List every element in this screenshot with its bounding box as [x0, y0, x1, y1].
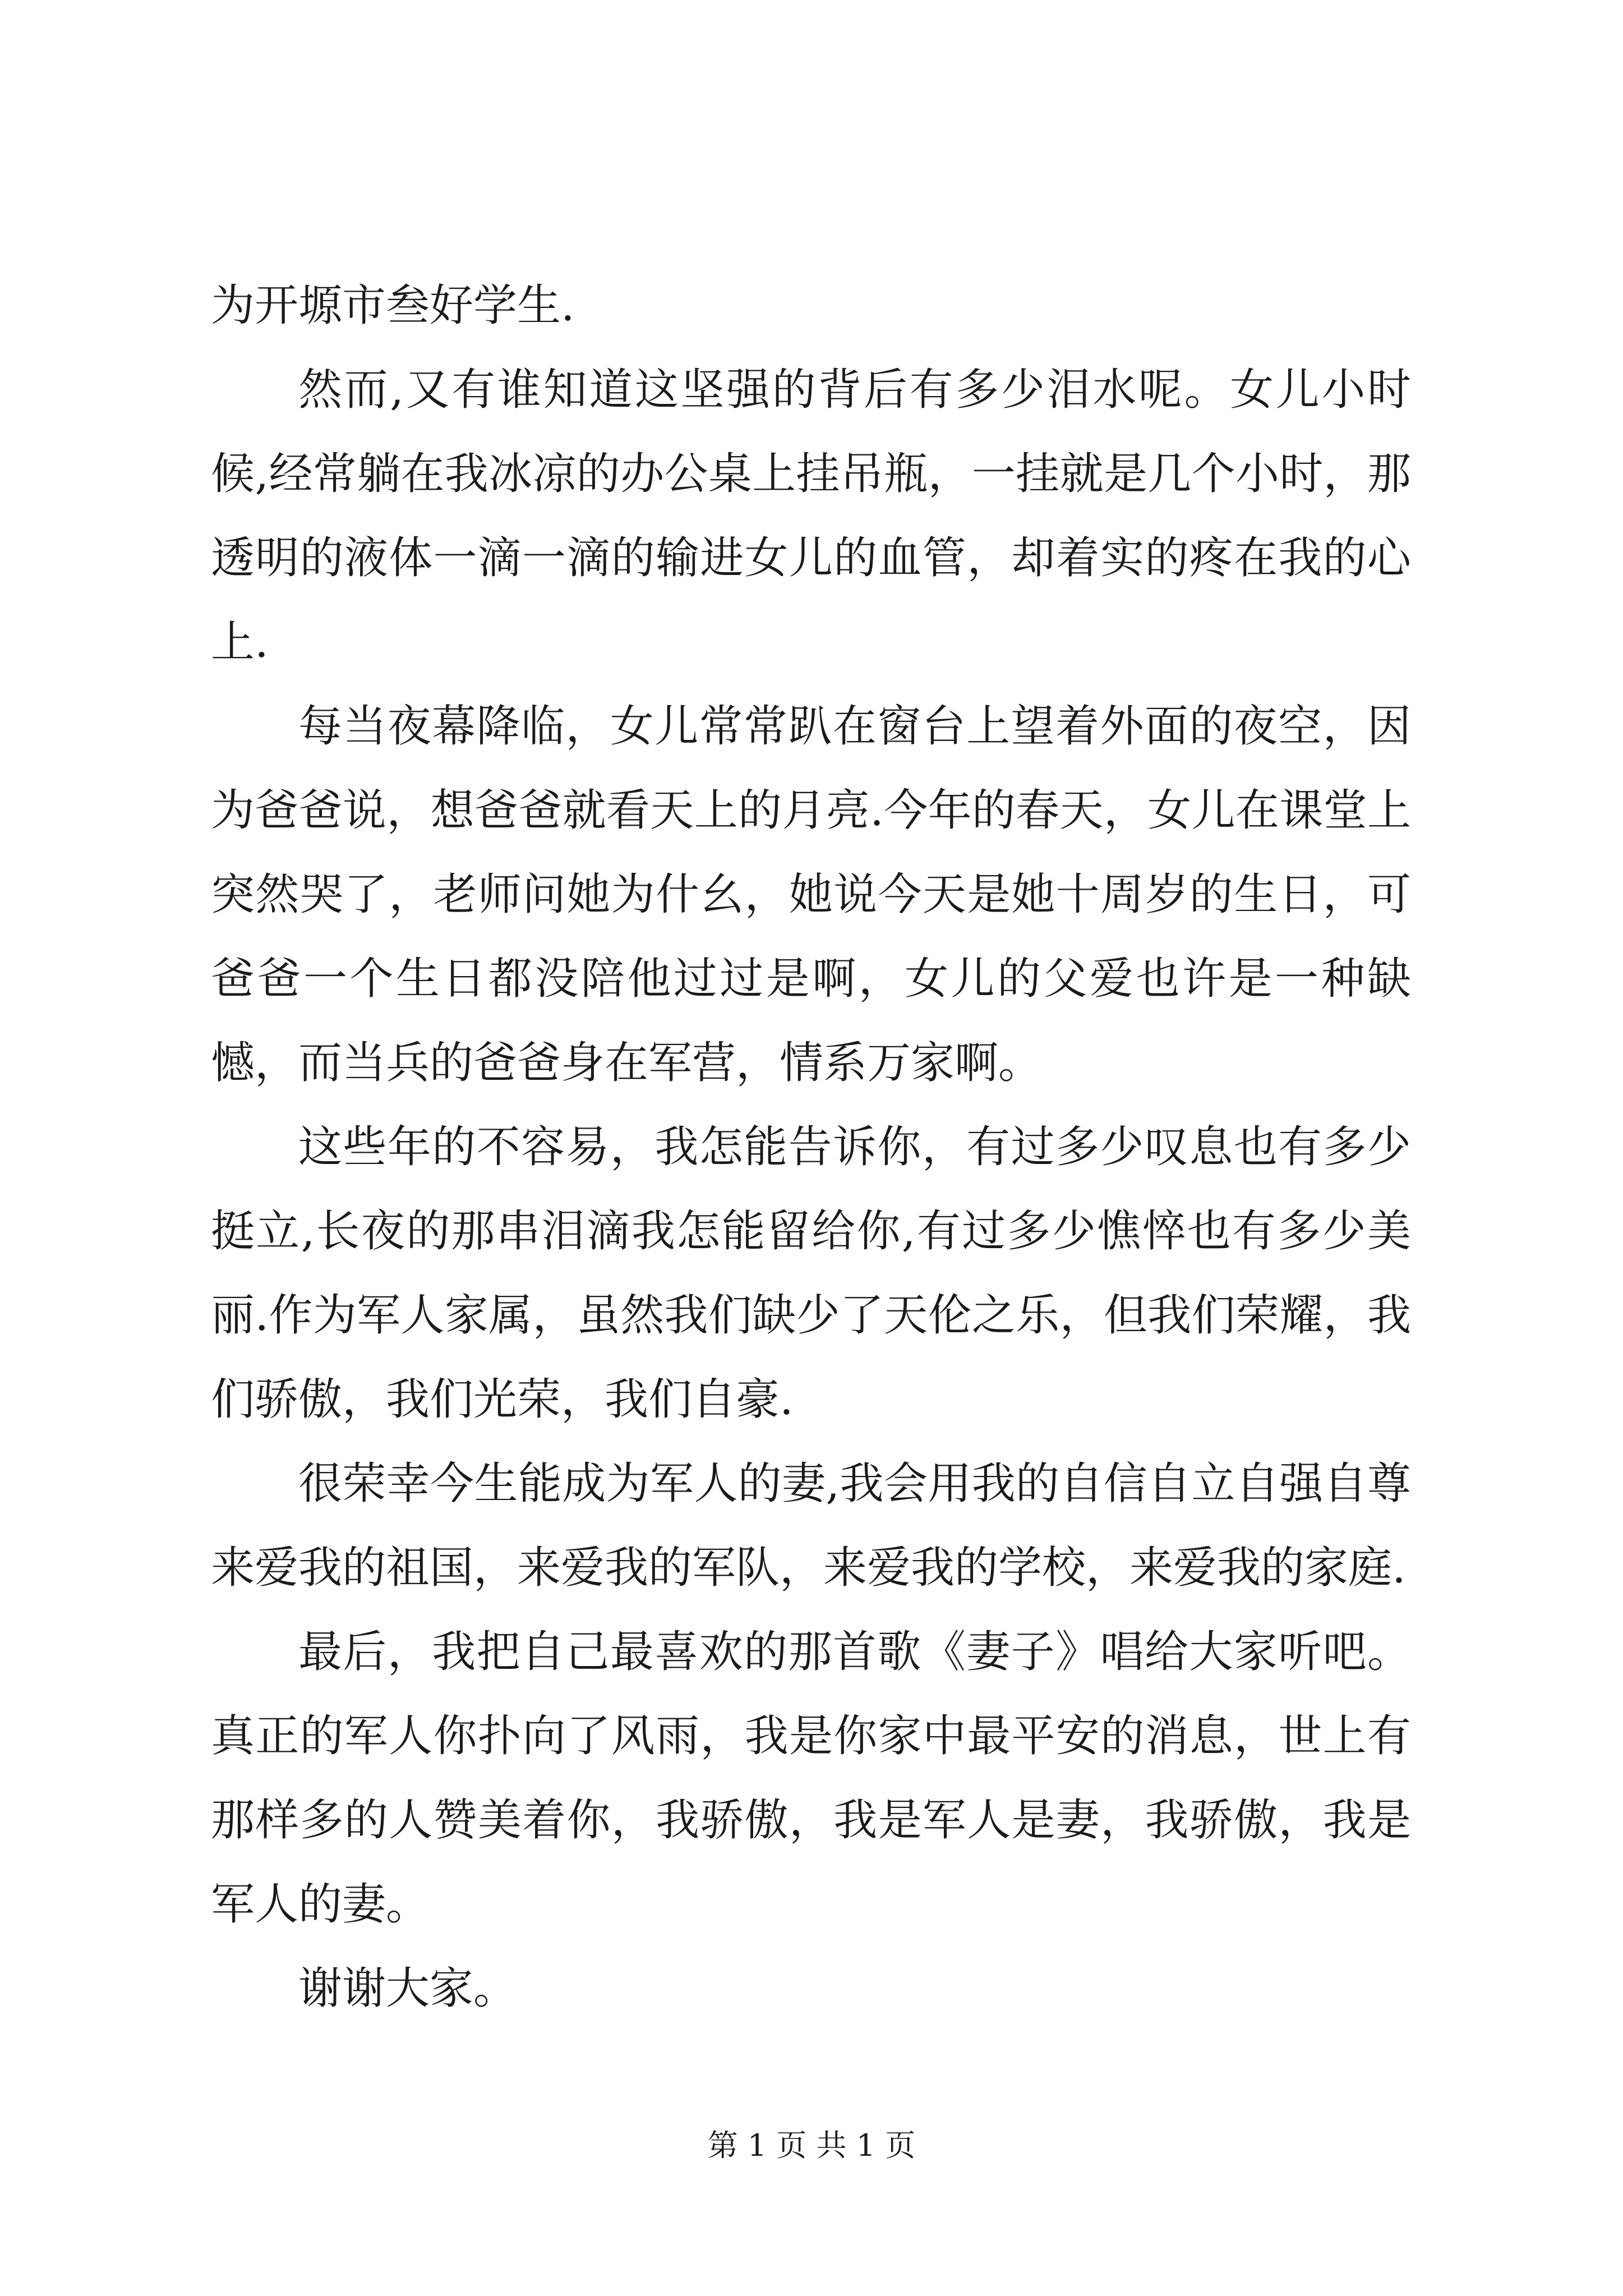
paragraph-continuation: 为开塬市叁好学生.: [211, 280, 575, 331]
paragraph: 每当夜幕降临，女儿常常趴在窗台上望着外面的夜空，因为爸爸说，想爸爸就看天上的月亮.今年的春天，女儿在课堂上突然哭了，老师问她为什幺，她说今天是她十周岁的生日，可爸爸一个生日都没陪他过过是啊，女儿的父爱也许是一种缺憾，而当兵的爸爸身在军营，情系万家啊。: [211, 701, 1411, 1088]
paragraph: 很荣幸今生能成为军人的妻,我会用我的自信自立自强自尊来爱我的祖国，来爱我的军队，来爱我的学校，来爱我的家庭.: [211, 1458, 1411, 1593]
page-footer: 第 1 页 共 1 页: [707, 2128, 916, 2163]
paragraph: 谢谢大家。: [298, 1963, 518, 2014]
paragraph: 然而,又有谁知道这坚强的背后有多少泪水呢。女儿小时候,经常躺在我冰凉的办公桌上挂吊瓶，一挂就是几个小时，那透明的液体一滴一滴的输进女儿的血管，却着实的疼在我的心上.: [211, 365, 1411, 668]
paragraph: 最后，我把自己最喜欢的那首歌《妻子》唱给大家听吧。真正的军人你扑向了风雨，我是你家中最平安的消息，世上有那样多的人赞美着你，我骄傲，我是军人是妻，我骄傲，我是军人的妻。: [211, 1627, 1411, 1930]
paragraph: 这些年的不容易，我怎能告诉你，有过多少叹息也有多少挺立,长夜的那串泪滴我怎能留给你,有过多少憔悴也有多少美丽.作为军人家属，虽然我们缺少了天伦之乐，但我们荣耀，我们骄傲，我们光荣，我们自豪.: [211, 1122, 1411, 1425]
document-body: [211, 264, 1411, 2031]
